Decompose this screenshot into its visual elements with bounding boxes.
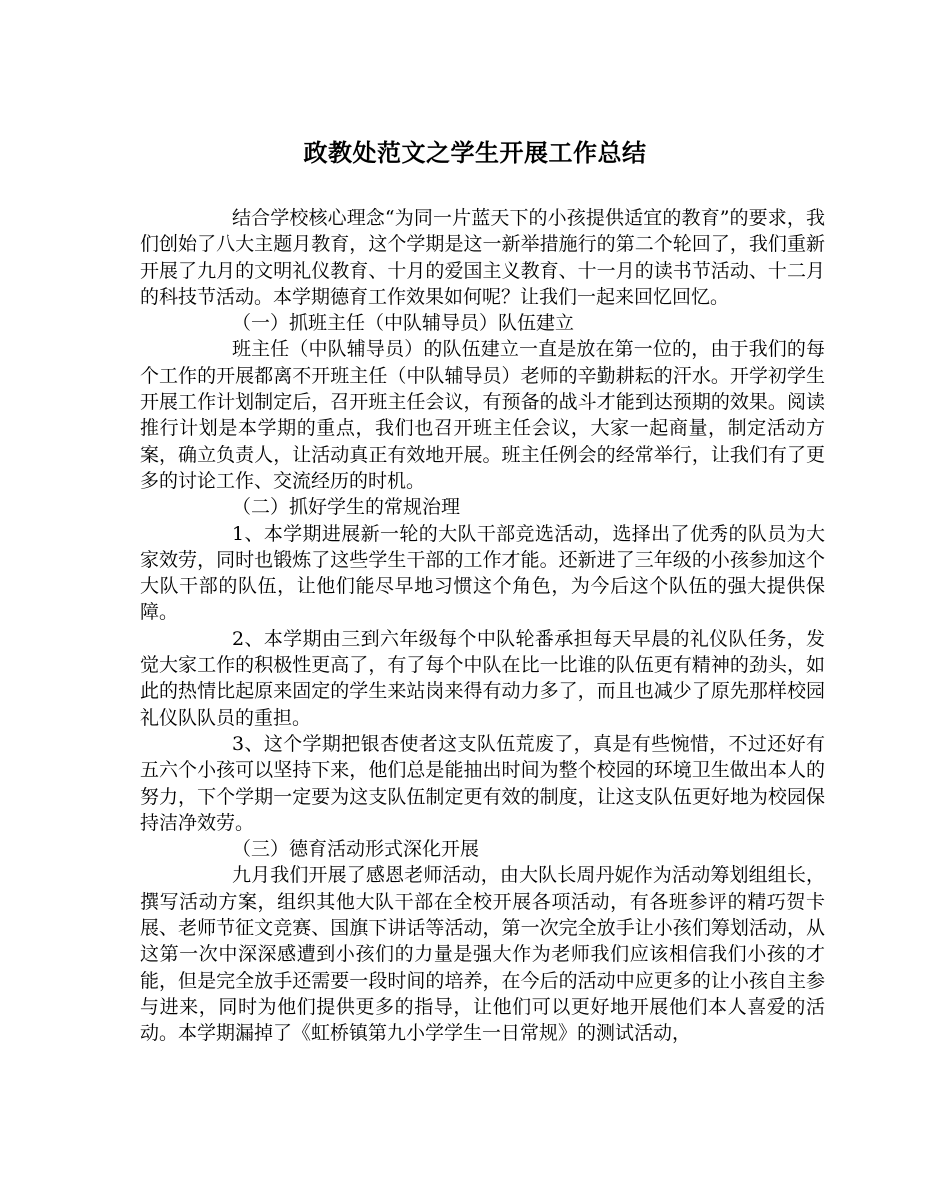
paragraph-teachers: 班主任（中队辅导员）的队伍建立一直是放在第一位的，由于我们的每个工作的开展都离不开班主任（中队辅导员）老师的辛勤耕耘的汗水。开学初学生开展工作计划制定后，召开班主任会议，有预备的战斗才能到达预期的效果。阅读推行计划是本学期的重点，我们也召开班主任会议，大家一起商量，制定活动方案，确立负责人，让活动真正有效地开展。班主任例会的经常举行，让我们有了更多的讨论工作、交流经历的时机。 — [140, 338, 825, 492]
paragraph-activities: 九月我们开展了感恩老师活动，由大队长周丹妮作为活动筹划组组长，撰写活动方案，组织其他大队干部在全校开展各项活动，有各班参评的精巧贺卡展、老师节征文竞赛、国旗下讲话等活动，第一次完全放手让小孩们筹划活动，从这第一次中深深感遭到小孩们的力量是强大作为老师我们应该相信我们小孩的才能，但是完全放手还需要一段时间的培养，在今后的活动中应更多的让小孩自主参与进来，同时为他们提供更多的指导，让他们可以更好地开展他们本人喜爱的活动。本学期漏掉了《虹桥镇第九小学学生一日常规》的测试活动， — [140, 864, 825, 1045]
paragraph-intro: 结合学校核心理念“为同一片蓝天下的小孩提供适宜的教育”的要求，我们创始了八大主题月教育，这个学期是这一新举措施行的第二个轮回了，我们重新开展了九月的文明礼仪教育、十月的爱国主义教育、十一月的读书节活动、十二月的科技节活动。本学期德育工作效果如何呢？让我们一起来回忆回忆。 — [140, 207, 825, 308]
section-heading-2: （二）抓好学生的常规治理 — [232, 496, 461, 519]
paragraph-item-3: 3、这个学期把银杏使者这支队伍荒废了，真是有些惋惜，不过还好有五六个小孩可以坚持下来，他们总是能抽出时间为整个校园的环境卫生做出本人的努力，下个学期一定要为这支队伍制定更有效的制度，让这支队伍更好地为校园保持洁净效劳。 — [140, 732, 825, 834]
document-title: 政教处范文之学生开展工作总结 — [303, 138, 647, 167]
paragraph-item-2: 2、本学期由三到六年级每个中队轮番承担每天早晨的礼仪队任务，发觉大家工作的积极性更高了，有了每个中队在比一比谁的队伍更有精神的劲头，如此的热情比起原来固定的学生来站岗来得有动力多了，而且也减少了原先那样校园礼仪队队员的重担。 — [140, 627, 825, 729]
document-body — [140, 205, 825, 1047]
paragraph-item-1: 1、本学期进展新一轮的大队干部竞选活动，选择出了优秀的队员为大家效劳，同时也锻炼了这些学生干部的工作才能。还新进了三年级的小孩参加这个大队干部的队伍，让他们能尽早地习惯这个角色，为今后这个队伍的强大提供保障。 — [140, 522, 825, 624]
section-heading-1: （一）抓班主任（中队辅导员）队伍建立 — [232, 312, 575, 335]
section-heading-3: （三）德育活动形式深化开展 — [232, 838, 480, 861]
